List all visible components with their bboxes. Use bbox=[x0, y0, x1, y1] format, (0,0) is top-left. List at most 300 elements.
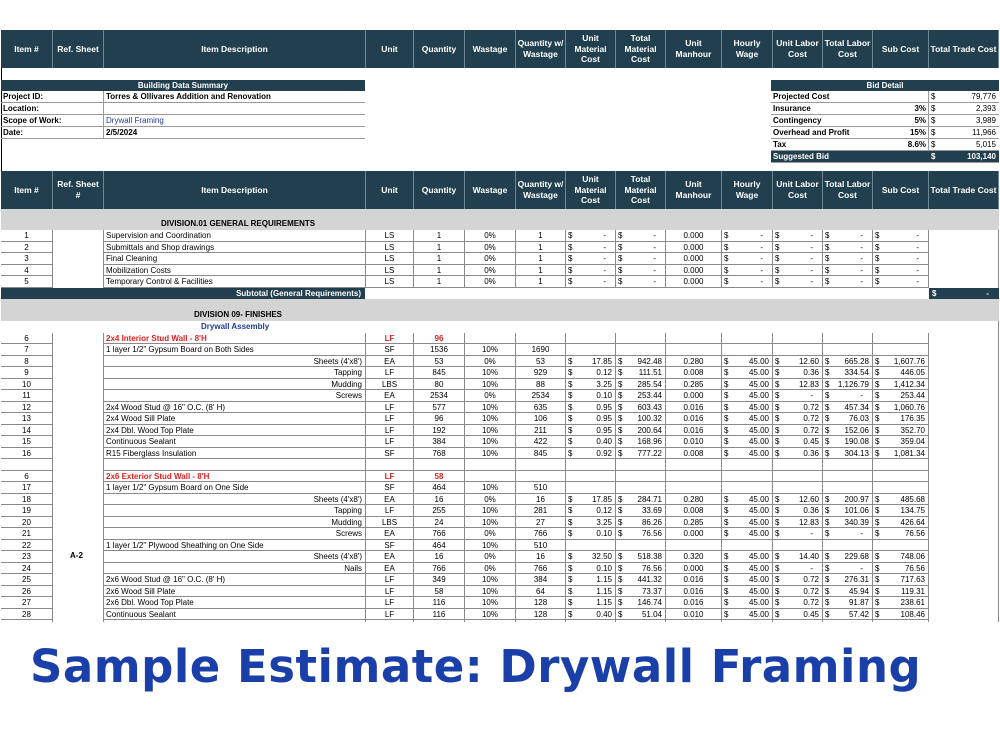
currency-symbol: $ bbox=[775, 277, 780, 286]
sub-cell bbox=[873, 390, 929, 402]
amount: 285.54 bbox=[637, 379, 662, 389]
currency-symbol: $ bbox=[825, 494, 830, 504]
total-cell bbox=[929, 482, 999, 494]
umh-cell: 0.000 bbox=[666, 253, 722, 265]
table-row bbox=[1, 379, 999, 391]
tlc-cell bbox=[823, 242, 873, 254]
currency-symbol: $ bbox=[568, 586, 573, 596]
suggested-bid-row bbox=[771, 151, 999, 163]
currency-symbol: $ bbox=[875, 437, 880, 446]
unit-cell: LF bbox=[366, 574, 414, 586]
column-header: Item # bbox=[1, 171, 53, 209]
amount: 200.97 bbox=[844, 494, 869, 504]
tlc-cell bbox=[823, 344, 873, 356]
amount: 229.68 bbox=[844, 552, 869, 561]
umc-cell bbox=[566, 356, 616, 368]
amount: 134.75 bbox=[900, 506, 925, 515]
item-description: Tapping bbox=[104, 367, 366, 379]
currency-symbol: $ bbox=[618, 425, 623, 435]
amount: 0.95 bbox=[596, 425, 612, 435]
currency-symbol: $ bbox=[775, 517, 780, 527]
column-header: Quantity bbox=[414, 171, 465, 209]
amount: 14.40 bbox=[798, 552, 819, 561]
amount: 426.64 bbox=[900, 517, 925, 527]
qtyw-cell bbox=[516, 333, 566, 345]
tmc-cell bbox=[616, 276, 666, 288]
sub-cell bbox=[873, 356, 929, 368]
amount: 1,412.34 bbox=[893, 379, 925, 389]
table-row bbox=[1, 551, 999, 563]
tmc-cell bbox=[616, 459, 666, 471]
amount: 91.87 bbox=[848, 598, 869, 607]
amount: 12.83 bbox=[798, 379, 819, 389]
currency-symbol: $ bbox=[568, 552, 573, 561]
amount: 0.95 bbox=[596, 414, 612, 423]
qty-cell: 349 bbox=[414, 574, 465, 586]
currency-symbol: $ bbox=[724, 586, 729, 596]
unit-cell: LF bbox=[366, 425, 414, 437]
item-description: Temporary Control & Facilities bbox=[104, 276, 366, 288]
qty-cell: 845 bbox=[414, 367, 465, 379]
total-cell bbox=[929, 356, 999, 368]
qtyw-cell: 422 bbox=[516, 436, 566, 448]
qty-cell: 384 bbox=[414, 436, 465, 448]
currency-symbol: $ bbox=[724, 379, 729, 389]
currency-symbol: $ bbox=[825, 563, 830, 573]
wage-cell bbox=[722, 367, 773, 379]
item-description: R15 Fiberglass Insulation bbox=[104, 448, 366, 460]
tlc-cell bbox=[823, 574, 873, 586]
currency-symbol: $ bbox=[775, 598, 780, 607]
currency-symbol: $ bbox=[775, 368, 780, 377]
umc-cell bbox=[566, 379, 616, 391]
qtyw-cell: 1 bbox=[516, 253, 566, 265]
currency-symbol: $ bbox=[775, 448, 780, 458]
tmc-cell bbox=[616, 265, 666, 277]
unit-cell: LS bbox=[366, 230, 414, 242]
currency-symbol: $ bbox=[724, 529, 729, 538]
waste-cell bbox=[465, 333, 516, 345]
amount: 603.43 bbox=[637, 402, 662, 412]
wage-cell bbox=[722, 563, 773, 575]
item-description: Tapping bbox=[104, 505, 366, 517]
sub-cell bbox=[873, 609, 929, 621]
ulc-cell bbox=[773, 265, 823, 277]
wage-cell bbox=[722, 505, 773, 517]
amount: 45.00 bbox=[748, 391, 769, 400]
column-header: Item Description bbox=[104, 171, 366, 209]
waste-cell: 10% bbox=[465, 367, 516, 379]
waste-cell: 10% bbox=[465, 413, 516, 425]
qtyw-cell: 106 bbox=[516, 413, 566, 425]
table-row bbox=[1, 609, 999, 621]
amount: 76.56 bbox=[904, 563, 925, 573]
tlc-cell bbox=[823, 563, 873, 575]
umh-cell bbox=[666, 344, 722, 356]
currency-symbol: $ bbox=[825, 437, 830, 446]
qtyw-cell: 1 bbox=[516, 242, 566, 254]
tmc-cell bbox=[616, 609, 666, 621]
currency-symbol: $ bbox=[875, 552, 880, 561]
sub-cell bbox=[873, 471, 929, 483]
sub-cell bbox=[873, 379, 929, 391]
building-data-summary bbox=[1, 80, 365, 139]
amount: 284.71 bbox=[637, 494, 662, 504]
umh-cell: 0.016 bbox=[666, 413, 722, 425]
qty-cell: 2534 bbox=[414, 390, 465, 402]
tmc-cell bbox=[616, 379, 666, 391]
waste-cell: 10% bbox=[465, 344, 516, 356]
unit-cell: LF bbox=[366, 333, 414, 345]
bid-dollar-sign: $ bbox=[931, 116, 936, 125]
amount: 45.00 bbox=[748, 402, 769, 412]
amount: 0.72 bbox=[803, 414, 819, 423]
item-description: 1 layer 1/2" Gypsum Board on One Side bbox=[104, 482, 366, 494]
unit-cell: SF bbox=[366, 482, 414, 494]
umh-cell: 0.000 bbox=[666, 528, 722, 540]
summary-label: Scope of Work: bbox=[1, 115, 104, 126]
unit-cell: SF bbox=[366, 344, 414, 356]
summary-label: Project ID: bbox=[1, 91, 104, 102]
umc-cell bbox=[566, 551, 616, 563]
qty-cell: 80 bbox=[414, 379, 465, 391]
total-cell bbox=[929, 563, 999, 575]
currency-symbol: $ bbox=[724, 368, 729, 377]
item-cell: 22 bbox=[1, 540, 53, 552]
amount: - bbox=[916, 277, 919, 286]
bid-amount: 3,989 bbox=[975, 116, 996, 125]
currency-symbol: $ bbox=[875, 391, 880, 400]
ulc-cell bbox=[773, 356, 823, 368]
bid-percent: 3% bbox=[874, 103, 929, 114]
ref-sheet-cell bbox=[53, 413, 104, 425]
wage-cell bbox=[722, 528, 773, 540]
tlc-cell bbox=[823, 356, 873, 368]
column-header: Unit bbox=[366, 171, 414, 209]
ref-sheet-cell bbox=[53, 597, 104, 609]
currency-symbol: $ bbox=[875, 517, 880, 527]
summary-row bbox=[1, 91, 365, 103]
wage-cell bbox=[722, 471, 773, 483]
item-cell: 5 bbox=[1, 276, 53, 288]
qty-cell: 58 bbox=[414, 471, 465, 483]
item-description: Sheets (4'x8') bbox=[104, 551, 366, 563]
tlc-cell bbox=[823, 586, 873, 598]
unit-cell: LS bbox=[366, 253, 414, 265]
item-cell: 4 bbox=[1, 265, 53, 277]
sub-cell bbox=[873, 563, 929, 575]
summary-row bbox=[1, 115, 365, 127]
tlc-cell bbox=[823, 517, 873, 529]
sub-cell bbox=[873, 551, 929, 563]
currency-symbol: $ bbox=[724, 242, 729, 252]
amount: - bbox=[810, 563, 813, 573]
waste-cell: 0% bbox=[465, 265, 516, 277]
amount: 12.60 bbox=[798, 356, 819, 366]
wage-cell bbox=[722, 494, 773, 506]
amount: 0.72 bbox=[803, 586, 819, 596]
amount: 45.00 bbox=[748, 414, 769, 423]
wage-cell bbox=[722, 586, 773, 598]
tmc-cell bbox=[616, 367, 666, 379]
amount: 0.10 bbox=[596, 529, 612, 538]
currency-symbol: $ bbox=[825, 391, 830, 400]
amount: 45.00 bbox=[748, 425, 769, 435]
wage-cell bbox=[722, 265, 773, 277]
amount: 665.28 bbox=[844, 356, 869, 366]
currency-symbol: $ bbox=[775, 506, 780, 515]
qtyw-cell: 510 bbox=[516, 540, 566, 552]
wage-cell bbox=[722, 413, 773, 425]
amount: - bbox=[760, 231, 763, 240]
currency-symbol: $ bbox=[825, 529, 830, 538]
ulc-cell bbox=[773, 402, 823, 414]
currency-symbol: $ bbox=[825, 402, 830, 412]
amount: - bbox=[810, 529, 813, 538]
sub-cell bbox=[873, 505, 929, 517]
amount: 0.40 bbox=[596, 609, 612, 619]
amount: 0.12 bbox=[596, 368, 612, 377]
amount: 76.56 bbox=[641, 529, 662, 538]
item-cell: 20 bbox=[1, 517, 53, 529]
tmc-cell bbox=[616, 471, 666, 483]
item-description: 2x4 Wood Stud @ 16" O.C. (8' H) bbox=[104, 402, 366, 414]
qty-cell: 766 bbox=[414, 563, 465, 575]
amount: 457.34 bbox=[844, 402, 869, 412]
tmc-cell bbox=[616, 402, 666, 414]
sub-cell bbox=[873, 436, 929, 448]
assembly-title: Drywall Assembly bbox=[201, 322, 270, 331]
currency-symbol: $ bbox=[825, 425, 830, 435]
waste-cell: 10% bbox=[465, 425, 516, 437]
currency-symbol: $ bbox=[568, 379, 573, 389]
currency-symbol: $ bbox=[568, 575, 573, 584]
column-header: Total Material Cost bbox=[616, 171, 666, 209]
unit-cell: LS bbox=[366, 276, 414, 288]
table-row bbox=[1, 482, 999, 494]
currency-symbol: $ bbox=[825, 448, 830, 458]
amount: - bbox=[860, 242, 863, 252]
suggested-bid-label: Suggested Bid bbox=[773, 152, 830, 161]
currency-symbol: $ bbox=[875, 575, 880, 584]
amount: - bbox=[810, 242, 813, 252]
amount: 76.56 bbox=[641, 563, 662, 573]
wage-cell bbox=[722, 448, 773, 460]
amount: - bbox=[916, 242, 919, 252]
item-cell bbox=[1, 459, 53, 471]
item-description: Supervision and Coordination bbox=[104, 230, 366, 242]
currency-symbol: $ bbox=[724, 598, 729, 607]
total-cell bbox=[929, 230, 999, 242]
amount: 0.36 bbox=[803, 506, 819, 515]
currency-symbol: $ bbox=[724, 552, 729, 561]
banner-title: Sample Estimate: Drywall Framing bbox=[30, 640, 922, 693]
column-header: Total Labor Cost bbox=[823, 171, 873, 209]
item-description: 1 layer 1/2" Plywood Sheathing on One Side bbox=[104, 540, 366, 552]
currency-symbol: $ bbox=[618, 494, 623, 504]
tlc-cell bbox=[823, 367, 873, 379]
tmc-cell bbox=[616, 494, 666, 506]
qtyw-cell: 27 bbox=[516, 517, 566, 529]
amount: 33.69 bbox=[641, 506, 662, 515]
amount: 168.96 bbox=[637, 437, 662, 446]
tmc-cell bbox=[616, 356, 666, 368]
amount: 45.00 bbox=[748, 437, 769, 446]
tmc-cell bbox=[616, 413, 666, 425]
item-cell: 16 bbox=[1, 448, 53, 460]
sub-cell bbox=[873, 253, 929, 265]
amount: 45.00 bbox=[748, 529, 769, 538]
currency-symbol: $ bbox=[568, 231, 573, 240]
unit-cell: SF bbox=[366, 540, 414, 552]
qtyw-cell: 1 bbox=[516, 265, 566, 277]
amount: - bbox=[603, 265, 606, 275]
tmc-cell bbox=[616, 597, 666, 609]
amount: 32.50 bbox=[591, 552, 612, 561]
unit-cell: LF bbox=[366, 413, 414, 425]
summary-value: Drywall Framing bbox=[106, 116, 164, 125]
ulc-cell bbox=[773, 390, 823, 402]
currency-symbol: $ bbox=[618, 437, 623, 446]
item-description: Nails bbox=[104, 563, 366, 575]
waste-cell: 10% bbox=[465, 517, 516, 529]
ref-sheet-cell bbox=[53, 540, 104, 552]
amount: - bbox=[860, 277, 863, 286]
ulc-cell bbox=[773, 367, 823, 379]
bid-amount: 5,015 bbox=[975, 140, 996, 149]
column-header: Total Labor Cost bbox=[823, 30, 873, 68]
umc-cell bbox=[566, 344, 616, 356]
qtyw-cell: 766 bbox=[516, 563, 566, 575]
wage-cell bbox=[722, 517, 773, 529]
tmc-cell bbox=[616, 253, 666, 265]
umh-cell: 0.016 bbox=[666, 574, 722, 586]
tmc-cell bbox=[616, 574, 666, 586]
currency-symbol: $ bbox=[618, 586, 623, 596]
amount: 0.10 bbox=[596, 391, 612, 400]
currency-symbol: $ bbox=[618, 391, 623, 400]
currency-symbol: $ bbox=[724, 425, 729, 435]
qty-cell bbox=[414, 459, 465, 471]
currency-symbol: $ bbox=[724, 609, 729, 619]
amount: 12.83 bbox=[798, 517, 819, 527]
column-header: Hourly Wage bbox=[722, 30, 773, 68]
qtyw-cell: 929 bbox=[516, 367, 566, 379]
currency-symbol: $ bbox=[775, 586, 780, 596]
amount: 101.06 bbox=[844, 506, 869, 515]
currency-symbol: $ bbox=[724, 414, 729, 423]
column-header: Unit Labor Cost bbox=[773, 30, 823, 68]
qty-cell: 464 bbox=[414, 540, 465, 552]
unit-cell: EA bbox=[366, 528, 414, 540]
ref-sheet-cell bbox=[53, 505, 104, 517]
ref-sheet-cell bbox=[53, 517, 104, 529]
bid-label: Tax bbox=[773, 140, 787, 149]
qty-cell: 255 bbox=[414, 505, 465, 517]
tlc-cell bbox=[823, 276, 873, 288]
ulc-cell bbox=[773, 276, 823, 288]
tlc-cell bbox=[823, 413, 873, 425]
amount: - bbox=[860, 231, 863, 240]
sub-cell bbox=[873, 425, 929, 437]
waste-cell bbox=[465, 459, 516, 471]
unit-cell: SF bbox=[366, 448, 414, 460]
unit-cell: LF bbox=[366, 505, 414, 517]
umh-cell bbox=[666, 482, 722, 494]
table-row bbox=[1, 413, 999, 425]
qtyw-cell: 845 bbox=[516, 448, 566, 460]
amount: 253.44 bbox=[637, 391, 662, 400]
currency-symbol: $ bbox=[568, 563, 573, 573]
ulc-cell bbox=[773, 242, 823, 254]
tlc-cell bbox=[823, 265, 873, 277]
umc-cell bbox=[566, 494, 616, 506]
umc-cell bbox=[566, 586, 616, 598]
currency-symbol: $ bbox=[875, 254, 880, 263]
umc-cell bbox=[566, 242, 616, 254]
bid-row bbox=[771, 127, 999, 139]
currency-symbol: $ bbox=[775, 425, 780, 435]
qtyw-cell: 281 bbox=[516, 505, 566, 517]
waste-cell: 10% bbox=[465, 379, 516, 391]
suggested-bid-amount: 103,140 bbox=[967, 152, 996, 161]
unit-cell: LF bbox=[366, 436, 414, 448]
tlc-cell bbox=[823, 230, 873, 242]
column-header: Total Material Cost bbox=[616, 30, 666, 68]
currency-symbol: $ bbox=[875, 356, 880, 366]
ulc-cell bbox=[773, 482, 823, 494]
ref-sheet-cell bbox=[53, 436, 104, 448]
sub-cell bbox=[873, 482, 929, 494]
amount: - bbox=[860, 563, 863, 573]
currency-symbol: $ bbox=[724, 356, 729, 366]
currency-symbol: $ bbox=[775, 414, 780, 423]
umh-cell: 0.016 bbox=[666, 402, 722, 414]
total-cell bbox=[929, 494, 999, 506]
amount: 45.00 bbox=[748, 494, 769, 504]
ulc-cell bbox=[773, 253, 823, 265]
waste-cell: 0% bbox=[465, 276, 516, 288]
umc-cell bbox=[566, 265, 616, 277]
tmc-cell bbox=[616, 482, 666, 494]
umh-cell: 0.280 bbox=[666, 494, 722, 506]
item-description: Sheets (4'x8') bbox=[104, 356, 366, 368]
tlc-cell bbox=[823, 597, 873, 609]
sub-cell bbox=[873, 413, 929, 425]
waste-cell: 10% bbox=[465, 586, 516, 598]
currency-symbol: $ bbox=[568, 368, 573, 377]
tmc-cell bbox=[616, 448, 666, 460]
item-cell: 7 bbox=[1, 344, 53, 356]
division-title: DIVISION.01 GENERAL REQUIREMENTS bbox=[161, 219, 316, 228]
sub-cell bbox=[873, 265, 929, 277]
amount: 777.22 bbox=[637, 448, 662, 458]
building-summary-title: Building Data Summary bbox=[1, 80, 365, 91]
amount: - bbox=[653, 277, 656, 286]
subtotal-value: - bbox=[986, 288, 989, 298]
currency-symbol: $ bbox=[875, 277, 880, 286]
total-cell bbox=[929, 551, 999, 563]
ref-sheet-cell bbox=[53, 425, 104, 437]
table-row bbox=[1, 586, 999, 598]
currency-symbol: $ bbox=[875, 425, 880, 435]
currency-symbol: $ bbox=[775, 379, 780, 389]
currency-symbol: $ bbox=[775, 391, 780, 400]
currency-symbol: $ bbox=[724, 437, 729, 446]
currency-symbol: $ bbox=[568, 425, 573, 435]
currency-symbol: $ bbox=[875, 265, 880, 275]
umh-cell: 0.000 bbox=[666, 242, 722, 254]
